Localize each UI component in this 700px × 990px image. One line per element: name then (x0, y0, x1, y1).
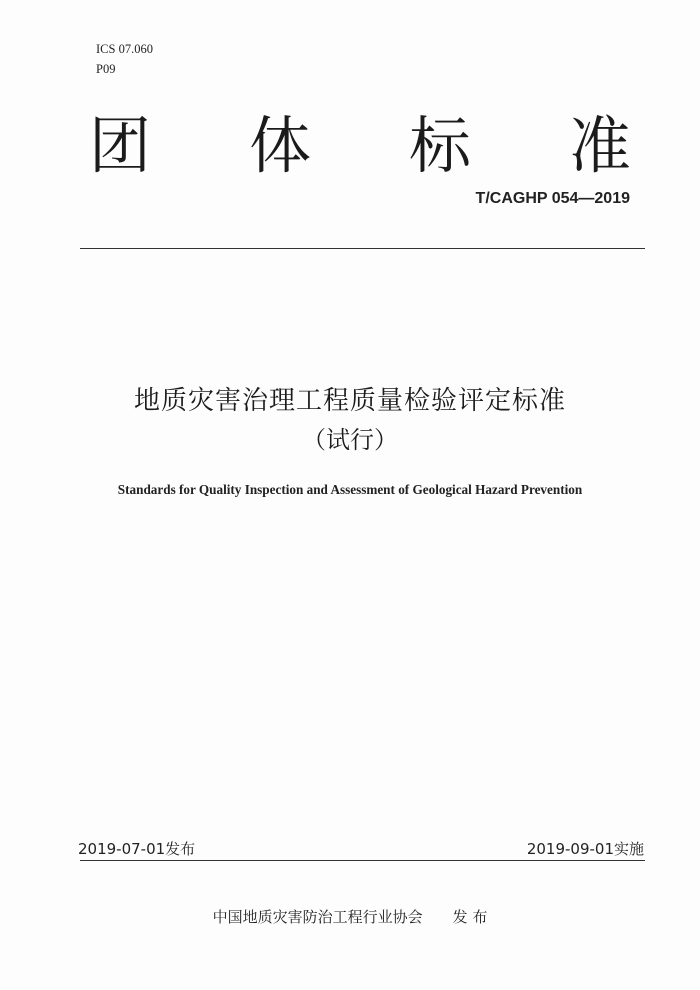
release-date: 2019-07-01发布 (78, 840, 196, 858)
doc-type-char-1: 团 (88, 108, 151, 182)
bottom-divider (80, 860, 645, 861)
publisher-org: 中国地质灾害防治工程行业协会 (212, 908, 423, 926)
chinese-subtitle: （试行） (302, 426, 398, 454)
doc-type-char-4: 准 (568, 108, 631, 182)
ccs-code: P09 (96, 62, 116, 76)
document-type-heading (80, 100, 640, 180)
chinese-title: 地质灾害治理工程质量检验评定标准 (133, 386, 566, 416)
publisher-action: 发 布 (452, 908, 488, 926)
implementation-date: 2019-09-01实施 (526, 840, 644, 858)
standard-code: T/CAGHP 054—2019 (475, 190, 630, 207)
doc-type-char-3: 标 (408, 108, 471, 182)
doc-type-char-2: 体 (248, 108, 311, 182)
top-divider (80, 248, 645, 249)
publisher-line (0, 906, 700, 927)
english-title: Standards for Quality Inspection and Assessment of Geological Hazard Prevention (117, 482, 583, 497)
ics-code: ICS 07.060 (96, 42, 153, 56)
